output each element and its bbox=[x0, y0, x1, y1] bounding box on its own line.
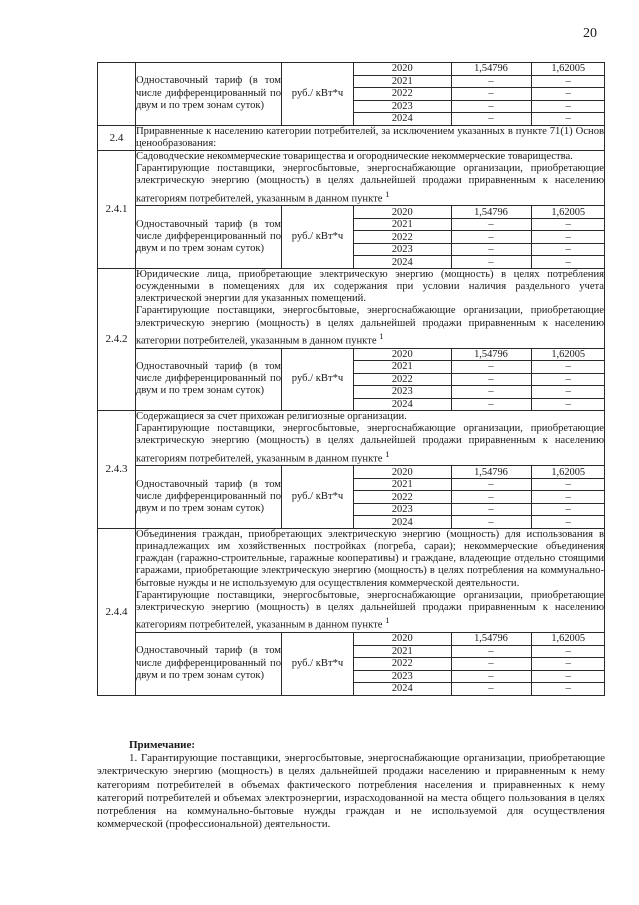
year-cell: 2022 bbox=[354, 231, 451, 244]
value-cell-2: – bbox=[531, 386, 605, 399]
tariff-row bbox=[98, 633, 605, 696]
tariff-values bbox=[354, 206, 605, 269]
year-row bbox=[354, 88, 605, 101]
note-block bbox=[97, 739, 605, 831]
year-row bbox=[354, 256, 605, 268]
year-cell: 2020 bbox=[354, 63, 451, 75]
value-cell-2: – bbox=[531, 516, 605, 528]
tariff-unit: руб./ кВт*ч bbox=[282, 633, 354, 696]
value-cell-2: – bbox=[531, 88, 605, 101]
section-row bbox=[98, 268, 605, 348]
section-code: 2.4 bbox=[98, 125, 136, 150]
value-cell-2: – bbox=[531, 361, 605, 374]
value-cell-1: 1,54796 bbox=[451, 63, 531, 75]
section-paragraph: Юридические лица, приобретающие электрическую энергию (мощность) в целях потребления осужденными в помещениях для их содержания при условии наличия раздельного учета электрической энергии для указанных помещений. bbox=[136, 268, 604, 305]
year-row bbox=[354, 658, 605, 671]
value-cell-1: – bbox=[451, 398, 531, 410]
value-cell-2: – bbox=[531, 683, 605, 695]
year-row bbox=[354, 231, 605, 244]
year-cell: 2022 bbox=[354, 373, 451, 386]
section-paragraph: Гарантирующие поставщики, энергосбытовые, энергоснабжающие организации, приобретающие электрическую энергию (мощность) в целях дальнейшей продажи приравненным к населению категориям потребителей, указанным в данном пункте $^1$ bbox=[136, 589, 604, 631]
year-cell: 2021 bbox=[354, 75, 451, 88]
tariff-label: Одноставочный тариф (в том числе дифференцированный по двум и по трем зонам суток) bbox=[136, 348, 282, 411]
tariff-label: Одноставочный тариф (в том числе дифференцированный по двум и по трем зонам суток) bbox=[136, 633, 282, 696]
value-cell-1: – bbox=[451, 218, 531, 231]
year-row bbox=[354, 491, 605, 504]
section-code: 2.4.3 bbox=[98, 411, 136, 529]
year-cell: 2021 bbox=[354, 478, 451, 491]
footnote-mark: 1 bbox=[385, 188, 390, 199]
value-cell-2: – bbox=[531, 645, 605, 658]
section-paragraph: Приравненные к населению категории потребителей, за исключением указанных в пункте 71(1) Основ ценообразования: bbox=[136, 125, 604, 149]
tariff-row bbox=[98, 63, 605, 126]
year-row bbox=[354, 373, 605, 386]
year-row bbox=[354, 683, 605, 695]
value-cell-1: – bbox=[451, 645, 531, 658]
year-cell: 2023 bbox=[354, 243, 451, 256]
tariff-values bbox=[354, 63, 605, 126]
year-cell: 2020 bbox=[354, 633, 451, 645]
section-paragraph: Объединения граждан, приобретающих электрическую энергию (мощность) для использования в принадлежащих им хозяйственных постройках (погреба, сараи); некоммерческие объединения граждан (гаражно-строительные, гаражные кооперативы) и граждане, владеющие отдельно стоящими гаражами, приобретающие электрическую энергию (мощность) в целях потребления на коммунально-бытовые нужды и не используемую для осуществления коммерческой деятельности. bbox=[136, 528, 604, 589]
tariff-label: Одноставочный тариф (в том числе дифференцированный по двум и по трем зонам суток) bbox=[136, 206, 282, 269]
year-row bbox=[354, 63, 605, 75]
section-text bbox=[136, 528, 605, 632]
value-cell-1: – bbox=[451, 386, 531, 399]
year-row bbox=[354, 206, 605, 218]
section-text bbox=[136, 268, 605, 348]
value-cell-2: 1,62005 bbox=[531, 349, 605, 361]
year-row bbox=[354, 218, 605, 231]
year-row bbox=[354, 398, 605, 410]
year-row bbox=[354, 633, 605, 645]
year-row bbox=[354, 645, 605, 658]
year-values-table bbox=[354, 349, 605, 411]
tariff-unit: руб./ кВт*ч bbox=[282, 63, 354, 126]
code-cell bbox=[98, 63, 136, 126]
year-cell: 2024 bbox=[391, 398, 413, 410]
footnote-mark: 1 bbox=[385, 448, 390, 459]
year-cell: 2023 bbox=[354, 100, 451, 113]
value-cell-2: – bbox=[531, 658, 605, 671]
section-text bbox=[136, 125, 605, 150]
value-cell-2: – bbox=[531, 231, 605, 244]
footnote-mark: 1 bbox=[379, 330, 384, 341]
value-cell-2: 1,62005 bbox=[531, 466, 605, 478]
value-cell-2: – bbox=[531, 218, 605, 231]
tariff-table bbox=[97, 62, 605, 696]
value-cell-2: 1,62005 bbox=[531, 63, 605, 75]
section-code: 2.4.1 bbox=[98, 150, 136, 268]
year-cell: 2024 bbox=[391, 516, 413, 528]
year-values-table bbox=[354, 206, 605, 268]
value-cell-1: 1,54796 bbox=[451, 206, 531, 218]
year-row bbox=[354, 478, 605, 491]
section-paragraph: Содержащиеся за счет прихожан религиозные организации. bbox=[136, 411, 407, 422]
value-cell-2: – bbox=[531, 373, 605, 386]
year-cell: 2024 bbox=[391, 113, 413, 125]
tariff-values bbox=[354, 466, 605, 529]
value-cell-1: – bbox=[451, 100, 531, 113]
year-row bbox=[354, 466, 605, 478]
year-cell: 2021 bbox=[354, 218, 451, 231]
value-cell-2: – bbox=[531, 243, 605, 256]
year-cell: 2022 bbox=[354, 88, 451, 101]
value-cell-2: – bbox=[531, 478, 605, 491]
year-cell: 2022 bbox=[354, 658, 451, 671]
value-cell-1: – bbox=[451, 683, 531, 695]
value-cell-1: – bbox=[451, 75, 531, 88]
section-text bbox=[136, 150, 605, 205]
year-row bbox=[354, 386, 605, 399]
year-row bbox=[354, 243, 605, 256]
year-values-table bbox=[354, 63, 605, 125]
value-cell-1: 1,54796 bbox=[451, 349, 531, 361]
footnote-mark: 1 bbox=[385, 615, 390, 626]
year-cell: 2022 bbox=[354, 491, 451, 504]
section-paragraph: Гарантирующие поставщики, энергосбытовые, энергоснабжающие организации, приобретающие электрическую энергию (мощность) в целях дальнейшей продажи приравненным к населению категориям потребителей, указанным в данном пункте $^1$ bbox=[136, 423, 604, 465]
section-paragraph: Гарантирующие поставщики, энергосбытовые, энергоснабжающие организации, приобретающие электрическую энергию (мощность) в целях дальнейшей продажи приравненным к населению категориям потребителей, указанным в данном пункте $^1$ bbox=[136, 163, 604, 205]
value-cell-2: – bbox=[531, 256, 605, 268]
year-row bbox=[354, 75, 605, 88]
value-cell-1: – bbox=[451, 516, 531, 528]
tariff-unit: руб./ кВт*ч bbox=[282, 206, 354, 269]
section-paragraph: Садоводческие некоммерческие товарищества и огороднические некоммерческие товарищества. bbox=[136, 150, 573, 162]
year-row bbox=[354, 100, 605, 113]
value-cell-1: – bbox=[451, 503, 531, 516]
value-cell-1: – bbox=[451, 113, 531, 125]
value-cell-1: 1,54796 bbox=[451, 466, 531, 478]
section-row bbox=[98, 528, 605, 632]
value-cell-1: – bbox=[451, 231, 531, 244]
page-number: 20 bbox=[583, 26, 597, 41]
year-cell: 2024 bbox=[391, 256, 413, 268]
tariff-row bbox=[98, 466, 605, 529]
tariff-label: Одноставочный тариф (в том числе дифференцированный по двум и по трем зонам суток) bbox=[136, 466, 282, 529]
value-cell-1: – bbox=[451, 361, 531, 374]
year-row bbox=[354, 516, 605, 528]
year-values-table bbox=[354, 633, 605, 695]
section-row bbox=[98, 150, 605, 205]
value-cell-2: 1,62005 bbox=[531, 633, 605, 645]
tariff-values bbox=[354, 633, 605, 696]
value-cell-2: – bbox=[531, 113, 605, 125]
value-cell-1: – bbox=[451, 256, 531, 268]
year-cell: 2021 bbox=[354, 361, 451, 374]
tariff-values bbox=[354, 348, 605, 411]
value-cell-2: 1,62005 bbox=[531, 206, 605, 218]
value-cell-1: – bbox=[451, 478, 531, 491]
value-cell-2: – bbox=[531, 75, 605, 88]
tariff-unit: руб./ кВт*ч bbox=[282, 348, 354, 411]
year-cell: 2021 bbox=[354, 645, 451, 658]
section-code: 2.4.2 bbox=[98, 268, 136, 410]
value-cell-1: – bbox=[451, 658, 531, 671]
year-cell: 2024 bbox=[391, 683, 413, 695]
year-cell: 2020 bbox=[354, 349, 451, 361]
value-cell-2: – bbox=[531, 670, 605, 683]
year-row bbox=[354, 503, 605, 516]
year-cell: 2023 bbox=[354, 503, 451, 516]
section-paragraph: Гарантирующие поставщики, энергосбытовые, энергоснабжающие организации, приобретающие электрическую энергию (мощность) в целях дальнейшей продажи приравненным к населению категории потребителей, указанным в данном пункте $^1$ bbox=[136, 305, 604, 347]
year-row bbox=[354, 349, 605, 361]
year-row bbox=[354, 361, 605, 374]
year-row bbox=[354, 670, 605, 683]
value-cell-2: – bbox=[531, 398, 605, 410]
tariff-unit: руб./ кВт*ч bbox=[282, 466, 354, 529]
tariff-row bbox=[98, 206, 605, 269]
year-row bbox=[354, 113, 605, 125]
note-text: 1. Гарантирующие поставщики, энергосбытовые, энергоснабжающие организации, приобретающие электрическую энергию (мощность) в целях дальнейшей продажи населению и приравненным к нему категориям потребителей в объемах фактического потребления населения и приравненных к нему категорий потребителей и объемах электроэнергии, израсходованной на места общего пользования в целях потребления на коммунально-бытовые нужды граждан и не используемой для осуществления коммерческой (профессиональной) деятельности. bbox=[97, 752, 605, 831]
section-text bbox=[136, 411, 605, 466]
year-cell: 2020 bbox=[354, 206, 451, 218]
section-row bbox=[98, 411, 605, 466]
year-cell: 2020 bbox=[354, 466, 451, 478]
value-cell-1: – bbox=[451, 88, 531, 101]
value-cell-2: – bbox=[531, 491, 605, 504]
note-title: Примечание: bbox=[129, 739, 196, 751]
value-cell-2: – bbox=[531, 503, 605, 516]
year-values-table bbox=[354, 466, 605, 528]
section-code: 2.4.4 bbox=[98, 528, 136, 695]
tariff-label: Одноставочный тариф (в том числе дифференцированный по двум и по трем зонам суток) bbox=[136, 63, 282, 126]
tariff-row bbox=[98, 348, 605, 411]
value-cell-1: – bbox=[451, 670, 531, 683]
year-cell: 2023 bbox=[354, 386, 451, 399]
value-cell-2: – bbox=[531, 100, 605, 113]
value-cell-1: – bbox=[451, 243, 531, 256]
section-row bbox=[98, 125, 605, 150]
year-cell: 2023 bbox=[354, 670, 451, 683]
value-cell-1: – bbox=[451, 373, 531, 386]
value-cell-1: 1,54796 bbox=[451, 633, 531, 645]
value-cell-1: – bbox=[451, 491, 531, 504]
